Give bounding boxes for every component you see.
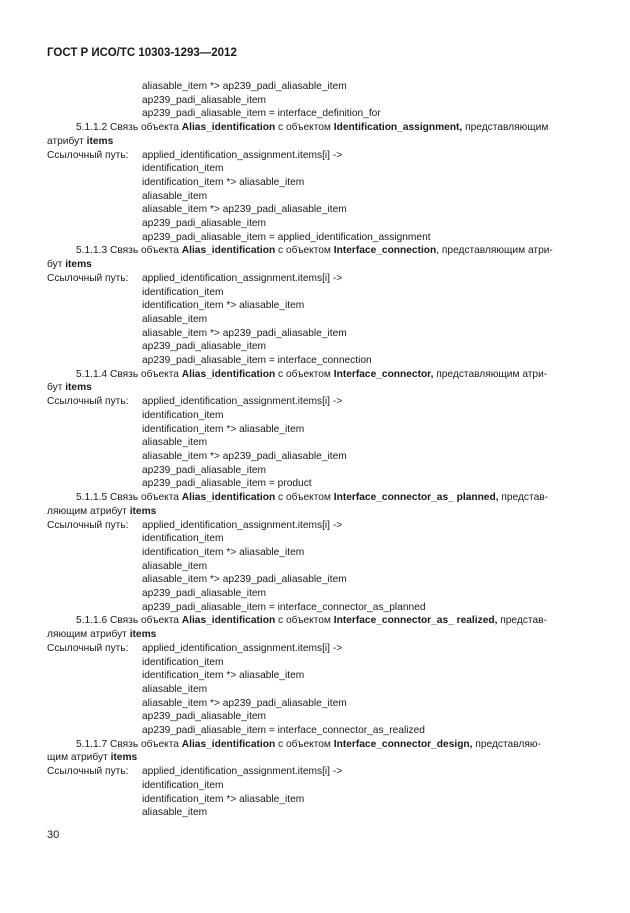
reference-path-label: Ссылочный путь: <box>47 766 129 778</box>
section-heading-continuation <box>47 381 583 395</box>
intro-continuation <box>47 80 583 121</box>
section-heading-continuation <box>47 628 583 642</box>
entity-name: Alias_identification <box>181 368 276 380</box>
section-heading-continuation <box>47 258 583 272</box>
mapping-section <box>47 244 583 367</box>
path-line: aliasable_item <box>142 683 208 695</box>
path-line: aliasable_item <box>142 313 208 325</box>
relation-tail-text: представляющим <box>462 122 549 134</box>
path-line: aliasable_item <box>142 807 208 819</box>
path-line: identification_item <box>142 656 224 668</box>
relation-text: с объектом <box>275 368 334 380</box>
continuation-text: щим атрибут <box>47 752 111 764</box>
path-line: ap239_padi_aliasable_item <box>142 711 267 723</box>
path-line: identification_item *> aliasable_item <box>142 300 305 312</box>
section-number-text: 5.1.1.2 Связь объекта <box>76 122 182 134</box>
section-number-text: 5.1.1.5 Связь объекта <box>76 492 182 504</box>
reference-path-label: Ссылочный путь: <box>47 642 129 654</box>
section-heading <box>47 738 583 752</box>
reference-path-label: Ссылочный путь: <box>47 396 129 408</box>
mapping-section <box>47 368 583 491</box>
path-line: aliasable_item *> ap239_padi_aliasable_item <box>142 81 347 92</box>
reference-path-label: Ссылочный путь: <box>47 272 129 284</box>
mapping-section <box>47 121 583 244</box>
path-line: ap239_padi_aliasable_item <box>142 341 267 353</box>
path-line: ap239_padi_aliasable_item = interface_definition_for <box>142 108 381 120</box>
path-line: applied_identification_assignment.items[i] -> <box>142 642 343 654</box>
continuation-text: бут <box>47 259 66 271</box>
path-line: applied_identification_assignment.items[i] -> <box>142 766 343 778</box>
mapping-section <box>47 614 583 737</box>
path-line: aliasable_item <box>142 437 208 449</box>
relation-tail-text: представ- <box>497 615 547 627</box>
path-line: ap239_padi_aliasable_item <box>142 94 267 106</box>
path-line: applied_identification_assignment.items[i] -> <box>142 149 343 161</box>
reference-path <box>47 395 583 491</box>
path-line: applied_identification_assignment.items[i] -> <box>142 272 343 284</box>
path-line: aliasable_item *> ap239_padi_aliasable_item <box>142 450 347 462</box>
relation-tail-text: представ- <box>498 492 549 504</box>
section-heading <box>47 614 583 628</box>
path-line: ap239_padi_aliasable_item = product <box>142 478 312 490</box>
reference-path <box>47 272 583 368</box>
path-line: ap239_padi_aliasable_item = interface_connector_as_planned <box>142 601 426 613</box>
reference-path-lines <box>142 642 583 738</box>
page-number: 30 <box>47 829 60 841</box>
path-line: identification_item *> aliasable_item <box>142 670 305 682</box>
relation-tail-text: представляющим атри- <box>433 368 548 380</box>
reference-path <box>47 642 583 738</box>
path-line: aliasable_item *> ap239_padi_aliasable_item <box>142 697 347 709</box>
entity-name: Alias_identification <box>181 738 276 750</box>
reference-path-label: Ссылочный путь: <box>47 519 129 531</box>
target-entity-name: Identification_assignment, <box>333 122 463 134</box>
path-line: identification_item <box>142 286 224 298</box>
path-line: identification_item <box>142 163 224 175</box>
path-line: aliasable_item <box>142 560 208 572</box>
target-entity-name: Interface_connector_as_ realized, <box>333 615 498 627</box>
path-line: aliasable_item *> ap239_padi_aliasable_item <box>142 327 347 339</box>
path-line: applied_identification_assignment.items[i] -> <box>142 396 343 408</box>
entity-name: Alias_identification <box>181 615 276 627</box>
section-number-text: 5.1.1.7 Связь объекта <box>76 738 182 750</box>
reference-path <box>47 519 583 615</box>
path-line: identification_item <box>142 409 224 421</box>
attribute-name: items <box>65 259 92 271</box>
section-heading <box>47 491 583 505</box>
path-line: identification_item *> aliasable_item <box>142 176 305 188</box>
reference-path-lines <box>142 765 583 820</box>
attribute-name: items <box>65 382 92 394</box>
reference-path <box>47 765 583 820</box>
section-heading <box>47 121 583 135</box>
section-heading <box>47 244 583 258</box>
reference-path-label: Ссылочный путь: <box>47 149 129 161</box>
target-entity-name: Interface_connector, <box>333 368 434 380</box>
mapping-section <box>47 491 583 614</box>
section-number-text: 5.1.1.3 Связь объекта <box>76 245 182 257</box>
path-line: ap239_padi_aliasable_item = interface_connection <box>142 355 372 367</box>
page-content <box>47 80 583 820</box>
relation-text: с объектом <box>275 492 334 504</box>
path-line: applied_identification_assignment.items[i] -> <box>142 519 343 531</box>
mapping-section <box>47 738 583 820</box>
attribute-name: items <box>86 135 114 147</box>
reference-path-lines <box>142 519 583 615</box>
path-line: aliasable_item <box>142 190 208 202</box>
relation-tail-text: , представляющим атри- <box>436 245 553 257</box>
path-line: identification_item <box>142 533 224 545</box>
continuation-text: ляющим атрибут <box>47 505 130 517</box>
section-number-text: 5.1.1.4 Связь объекта <box>76 368 182 380</box>
target-entity-name: Interface_connector_as_ planned, <box>333 492 499 504</box>
path-line: ap239_padi_aliasable_item <box>142 218 267 230</box>
target-entity-name: Interface_connector_design, <box>333 738 473 750</box>
section-list <box>47 121 583 820</box>
path-line: aliasable_item *> ap239_padi_aliasable_item <box>142 204 347 216</box>
continuation-text: атрибут <box>47 135 87 147</box>
attribute-name: items <box>110 752 138 764</box>
entity-name: Alias_identification <box>181 245 276 257</box>
target-entity-name: Interface_connection <box>333 245 437 257</box>
section-heading-continuation <box>47 135 583 149</box>
path-line: identification_item *> aliasable_item <box>142 546 305 558</box>
continuation-text: бут <box>47 382 66 394</box>
section-number-text: 5.1.1.6 Связь объекта <box>76 615 182 627</box>
relation-text: с объектом <box>275 122 334 134</box>
reference-path-lines <box>142 149 583 245</box>
relation-text: с объектом <box>275 738 334 750</box>
attribute-name: items <box>129 505 157 517</box>
path-line: identification_item *> aliasable_item <box>142 793 305 805</box>
section-heading-continuation <box>47 751 583 765</box>
path-line: identification_item <box>142 779 224 791</box>
reference-path-lines <box>142 395 583 491</box>
relation-text: с объектом <box>275 615 334 627</box>
path-line: ap239_padi_aliasable_item = applied_identification_assignment <box>142 231 431 243</box>
document-header: ГОСТ Р ИСО/ТС 10303-1293—2012 <box>47 47 237 59</box>
reference-path-lines <box>142 272 583 368</box>
reference-path <box>47 149 583 245</box>
path-line: ap239_padi_aliasable_item <box>142 464 267 476</box>
path-line: ap239_padi_aliasable_item = interface_connector_as_realized <box>142 725 425 737</box>
section-heading <box>47 368 583 382</box>
path-line: identification_item *> aliasable_item <box>142 423 305 435</box>
relation-text: с объектом <box>275 245 334 257</box>
path-line: aliasable_item *> ap239_padi_aliasable_item <box>142 574 347 586</box>
section-heading-continuation <box>47 505 583 519</box>
relation-tail-text: представляю- <box>472 738 541 750</box>
attribute-name: items <box>129 629 157 641</box>
continuation-text: ляющим атрибут <box>47 629 130 641</box>
entity-name: Alias_identification <box>181 492 276 504</box>
entity-name: Alias_identification <box>181 122 276 134</box>
path-line: ap239_padi_aliasable_item <box>142 588 267 600</box>
